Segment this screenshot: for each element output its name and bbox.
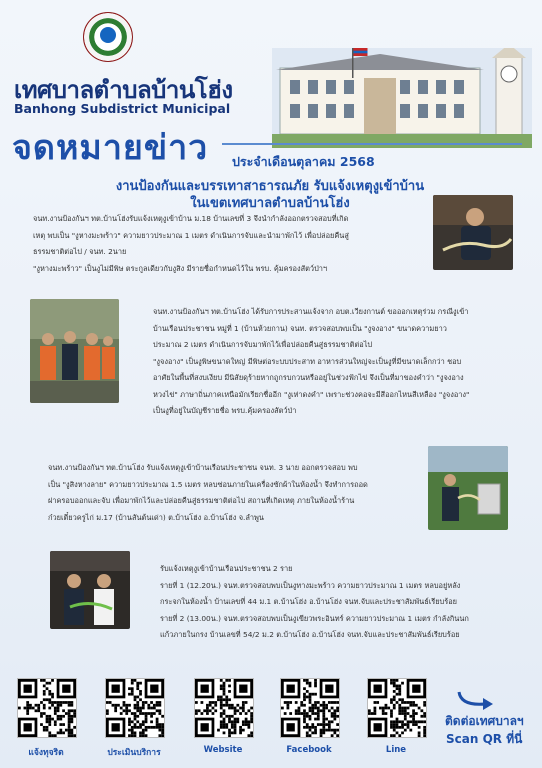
story-3-line: ก๋วยเตี๋ยวครูไก่ ม.17 (บ้านสันต้นเด่า) ต.บ้านโฮ่ง อ.บ้านโฮ่ง จ.ลำพูน <box>48 512 264 522</box>
story-3-line: ฝาครอบออกและจับ เพื่อมาพักไว้และปล่อยคืนสู่ธรรมชาติต่อไป สถานที่เกิดเหตุ ภายในห้องน้ำร้าน <box>48 496 355 505</box>
masthead-rule <box>222 143 522 145</box>
story-1-line: เหตุ พบเป็น "งูหางมะพร้าว" ความยาวประมาณ 1 เมตร ดำเนินการจับและนำมาพักไว้ เพื่อปล่อยคืนสู่ <box>33 230 349 240</box>
story-2-line: ประมาณ 2 เมตร ดำเนินการจับมาพักไว้เพื่อปล่อยคืนสู่ธรรมชาติต่อไป <box>153 340 373 349</box>
story-1-line: ธรรมชาติต่อไป / จนท. 2นาย <box>33 247 127 256</box>
story-2-line: เป็นงูที่อยู่ในบัญชีรายชื่อ พรบ.คุ้มครองสัตว์ป่า <box>153 406 297 415</box>
qr-code-corruption-report[interactable] <box>17 678 77 738</box>
scan-qr-text: Scan QR ที่นี่ <box>446 732 523 746</box>
story-3-line: เป็น "งูสิงหางลาย" ความยาวประมาณ 1.5 เมตร หลบซ่อนภายในเครื่องซักผ้าในห้องน้ำ จึงทำการถอด <box>48 479 368 489</box>
org-name-en: Banhong Subdistrict Municipal <box>14 101 231 116</box>
story-2-line: บ้านเรือนประชาชน หมู่ที่ 1 (บ้านห้วยกาน) จนท. ตรวจสอบพบเป็น "งูจงอาง" ขนาดความยาว <box>153 323 447 333</box>
story-3-text <box>48 460 428 526</box>
headline-line-1: งานป้องกันและบรรเทาสาธารณภัย รับแจ้งเหตุงูเข้าบ้าน <box>115 179 425 194</box>
qr-code-website[interactable] <box>194 678 254 738</box>
contact-text: ติดต่อเทศบาลฯ <box>445 714 524 728</box>
curved-arrow-icon <box>455 688 495 710</box>
qr-label-website: Website <box>203 745 243 755</box>
qr-label-facebook: Facebook <box>286 745 332 755</box>
qr-label-service-evaluation: ประเมินบริการ <box>107 748 161 758</box>
story-2-line: อาศัยในพื้นที่สงบเงียบ มีนิสัยดุร้ายหากถูกรบกวนหรืออยู่ในช่วงฟักไข่ จึงเป็นที่มาของคำว่า "งูจงอาง <box>153 373 464 382</box>
story-4-photo <box>50 551 130 629</box>
story-2-text <box>153 304 525 420</box>
story-4-line: รายที่ 2 (13.00น.) จนท.ตรวจสอบพบเป็นงูเขียวพระอินทร์ ความยาวประมาณ 1 เมตร กำลังกินนก <box>160 613 469 623</box>
story-1-text <box>33 211 433 277</box>
story-1-line: จนท.งานป้องกันฯ ทต.บ้านโฮ่งรับแจ้งเหตุงูเข้าบ้าน ม.18 บ้านเลขที่ 3 จึงนำกำลังออกตรวจสอบที่เกิด <box>33 214 349 223</box>
qr-label-corruption-report: แจ้งทุจริต <box>28 748 64 758</box>
story-4-line: รับแจ้งเหตุงูเข้าบ้านเรือนประชาชน 2 ราย <box>160 564 293 573</box>
story-2-line: หวงไข่" ภาษาถิ่นภาคเหนือมักเรียกชื่ออีก "งูเห่าดงคำ" เพราะช่วงคอจะมีสีออกไหนสีเหลือง "งูจงอาง" <box>153 389 470 399</box>
qr-label-line: Line <box>385 745 407 755</box>
org-name-th: เทศบาลตำบลบ้านโฮ่ง <box>14 76 233 104</box>
qr-code-facebook[interactable] <box>280 678 340 738</box>
story-3-line: จนท.งานป้องกันฯ ทต.บ้านโฮ่ง รับแจ้งเหตุงูเข้าบ้านเรือนประชาชน จนท. 3 นาย ออกตรวจสอบ พบ <box>48 463 358 472</box>
masthead-title: จดหมายข่าว <box>12 128 209 168</box>
qr-code-service-evaluation[interactable] <box>105 678 165 738</box>
headline-line-2: ในเขตเทศบาลตำบลบ้านโฮ่ง <box>190 196 350 211</box>
story-3-photo <box>428 446 508 530</box>
story-4-text <box>160 561 525 644</box>
story-4-line: กระจกในห้องน้ำ บ้านเลขที่ 44 ม.1 ต.บ้านโฮ่ง อ.บ้านโฮ่ง จนท.จับและประชาสัมพันธ์เรียบร้อย <box>160 597 457 606</box>
story-1-line: "งูหางมะพร้าว" เป็นงูไม่มีพิษ ตระกูลเดียวกับงูสิง มีรายชื่อกำหนดไว้ใน พรบ. คุ้มครองสัตว์ป่าฯ <box>33 263 328 273</box>
story-2-line: จนท.งานป้องกันฯ ทต.บ้านโฮ่ง ได้รับการประสานแจ้งจาก อบต.เวียงกานต์ ขอออกเหตุร่วม กรณีงูเข้า <box>153 307 469 316</box>
municipality-seal-icon <box>83 12 133 62</box>
issue-month: ประจำเดือนตุลาคม 2568 <box>232 154 375 169</box>
story-2-photo <box>30 299 119 403</box>
municipal-building-illustration <box>272 48 532 148</box>
story-2-line: "งูจงอาง" เป็นงูพิษขนาดใหญ่ มีพิษต่อระบบประสาท อาหารส่วนใหญ่จะเป็นงูที่มีขนาดเล็กกว่า ชอบ <box>153 356 462 366</box>
qr-code-line[interactable] <box>367 678 427 738</box>
story-1-photo <box>433 195 513 270</box>
story-4-line: แก้วภายในกรง บ้านเลขที่ 54/2 ม.2 ต.บ้านโฮ่ง อ.บ้านโฮ่ง จนท.จับและประชาสัมพันธ์เรียบร้อย <box>160 630 460 639</box>
story-4-line: รายที่ 1 (12.20น.) จนท.ตรวจสอบพบเป็นงูทางมะพร้าว ความยาวประมาณ 1 เมตร หลบอยู่หลัง <box>160 580 461 590</box>
